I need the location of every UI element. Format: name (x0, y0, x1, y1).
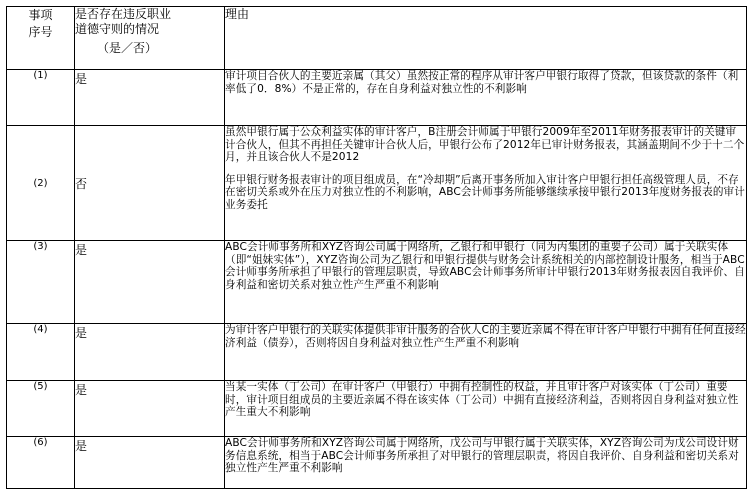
row-number: (4) (7, 324, 75, 381)
header-item-line2: 序号 (28, 25, 53, 39)
table-row (7, 241, 747, 324)
row-number: (3) (7, 241, 75, 324)
row-answer: 是 (75, 70, 225, 126)
header-violation-line3: （是／否） (97, 41, 158, 55)
reason-paragraph: 当某一实体（丁公司）在审计客户（甲银行）中拥有控制性的权益，并且审计客户对该实体（丁公司）重要时，审计项目组成员的主要近亲属不得在该实体（丁公司）中拥有直接经济利益，否则将因自身利益对独立性产生重大不利影响 (225, 381, 739, 419)
table-row (7, 70, 747, 126)
header-row (7, 7, 747, 70)
header-violation (75, 7, 225, 70)
row-number: (1) (7, 70, 75, 126)
row-reason (225, 241, 747, 324)
row-reason (225, 381, 747, 437)
header-item-line1: 事项 (28, 8, 53, 22)
row-answer: 是 (75, 437, 225, 489)
row-answer: 是 (75, 381, 225, 437)
table-row (7, 126, 747, 241)
row-reason (225, 126, 747, 241)
ethics-table (6, 6, 747, 489)
row-answer: 是 (75, 241, 225, 324)
header-violation-line2: 道德守则的情况 (75, 22, 160, 36)
header-reason: 理由 (225, 7, 747, 70)
reason-paragraph: ABC会计师事务所和XYZ咨询公司属于网络所，戊公司与甲银行属于关联实体，XYZ咨询公司为戊公司设计财务信息系统，相当于ABC会计师事务所承担了对甲银行的管理层职责，将因自我评价、自身利益和密切关系对独立性产生严重不利影响 (225, 437, 739, 475)
row-number: (6) (7, 437, 75, 489)
row-reason (225, 324, 747, 381)
row-reason (225, 437, 747, 489)
header-violation-line1: 是否存在违反职业 (75, 7, 172, 21)
row-reason (225, 70, 747, 126)
reason-paragraph: 审计项目合伙人的主要近亲属（其父）虽然按正常的程序从审计客户甲银行取得了贷款，但该贷款的条件（利率低了0．8%）不是正常的，存在自身利益对独立性的不利影响 (225, 70, 739, 95)
reason-paragraph: 为审计客户甲银行的关联实体提供非审计服务的合伙人C的主要近亲属不得在审计客户甲银行中拥有任何直接经济利益（债券），否则将因自身利益对独立性产生严重不利影响 (225, 324, 746, 349)
row-number: (5) (7, 381, 75, 437)
reason-paragraph: 虽然甲银行属于公众利益实体的审计客户，B注册会计师属于甲银行2009年至2011年财务报表审计的关键审计合伙人，但其不再担任关键审计合伙人后，甲银行公布了2012年已审计财务报表，其涵盖期间不少于十二个月，并且该合伙人不是2012 (225, 126, 745, 164)
row-answer: 是 (75, 324, 225, 381)
reason-paragraph: ABC会计师事务所和XYZ咨询公司属于网络所，乙银行和甲银行（同为丙集团的重要子公司）属于关联实体（即“姐妹实体”），XYZ咨询公司为乙银行和甲银行提供与财务会计系统相关的内部控制设计服务，相当于ABC会计师事务所承担了甲银行的管理层职责，导致ABC会计师事务所审计甲银行2013年财务报表因自我评价、自身利益和密切关系对独立性产生严重不利影响 (225, 241, 745, 291)
row-number: (2) (7, 126, 75, 241)
table-row (7, 437, 747, 489)
table-row (7, 381, 747, 437)
row-answer: 否 (75, 126, 225, 241)
reason-paragraph: 年甲银行财务报表审计的项目组成员，在“冷却期”后离开事务所加入审计客户甲银行担任高级管理人员，不存在密切关系或外在压力对独立性的不利影响，ABC会计师事务所能够继续承接甲银行2013年度财务报表的审计业务委托 (225, 173, 745, 211)
header-item-no (7, 7, 75, 70)
table-row (7, 324, 747, 381)
